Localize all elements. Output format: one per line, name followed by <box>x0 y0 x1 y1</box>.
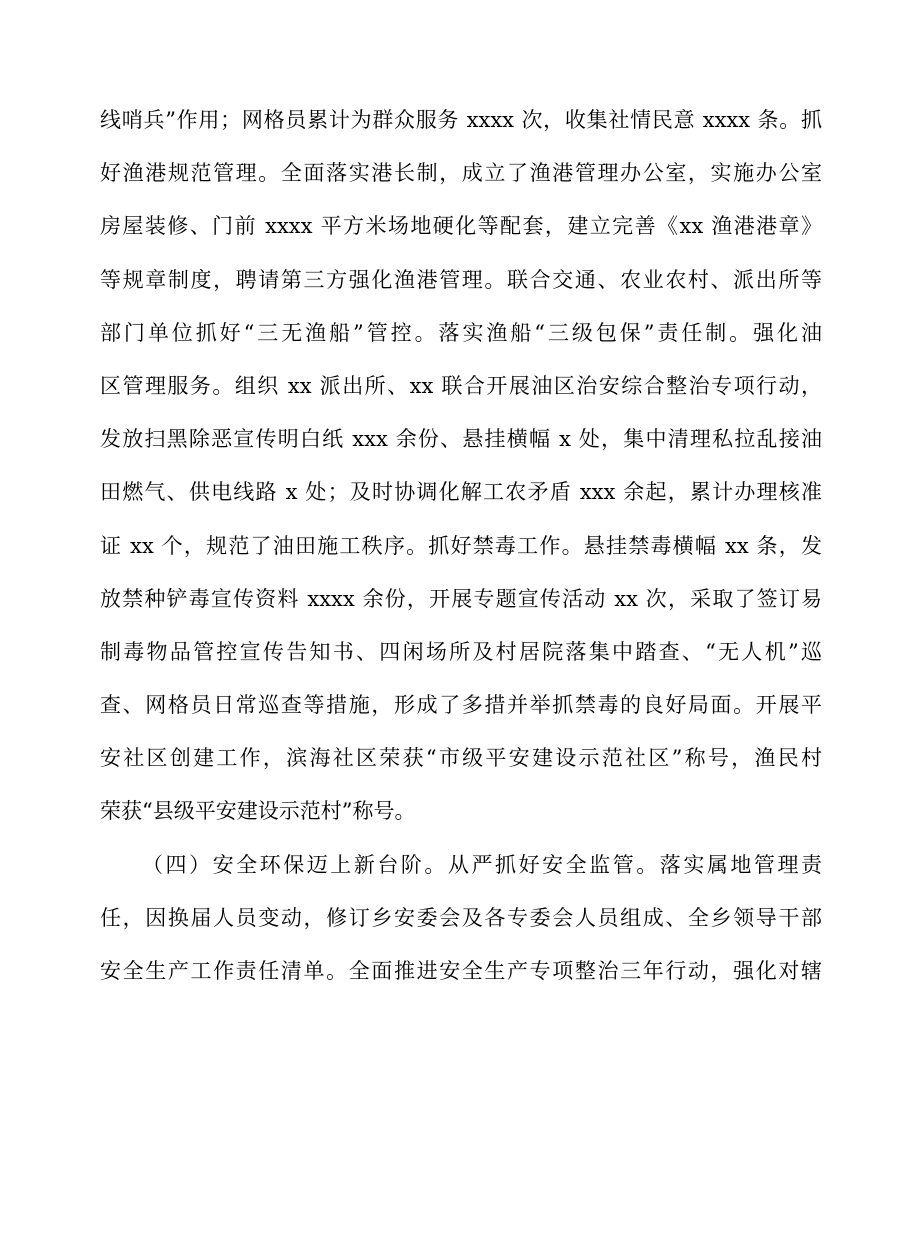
text-line: 安社区创建工作，滨海社区荣获“市级平安建设示范社区”称号，渔民村 <box>100 746 822 771</box>
document-page <box>100 94 822 998</box>
paragraph-public-security <box>100 94 822 839</box>
text-line: 房屋装修、门前 xxxx 平方米场地硬化等配套，建立完善《xx 渔港港章》 <box>100 214 822 239</box>
text-line: 等规章制度，聘请第三方强化渔港管理。联合交通、农业农村、派出所等 <box>100 267 822 292</box>
paragraph-safety-environment <box>100 839 822 999</box>
text-line: 区管理服务。组织 xx 派出所、xx 联合开展油区治安综合整治专项行动， <box>100 373 822 398</box>
text-line: 放禁种铲毒宣传资料 xxxx 余份，开展专题宣传活动 xx 次，采取了签订易 <box>100 586 822 611</box>
text-line: 好渔港规范管理。全面落实港长制，成立了渔港管理办公室，实施办公室 <box>100 161 822 186</box>
text-line: 安全生产工作责任清单。全面推进安全生产专项整治三年行动，强化对辖 <box>100 959 822 983</box>
text-line: 发放扫黑除恶宣传明白纸 xxx 余份、悬挂横幅 x 处，集中清理私拉乱接油 <box>100 427 822 452</box>
text-line: 部门单位抓好“三无渔船”管控。落实渔船“三级包保”责任制。强化油 <box>100 320 822 345</box>
text-line: 制毒物品管控宣传告知书、四闲场所及村居院落集中踏查、“无人机”巡 <box>100 639 822 664</box>
section-heading-line: （四）安全环保迈上新台阶。从严抓好安全监管。落实属地管理责 <box>142 852 822 877</box>
text-line: 线哨兵”作用；网格员累计为群众服务 xxxx 次，收集社情民意 xxxx 条。抓 <box>100 108 822 132</box>
text-line: 任，因换届人员变动，修订乡安委会及各专委会人员组成、全乡领导干部 <box>100 905 822 930</box>
text-line: 证 xx 个，规范了油田施工秩序。抓好禁毒工作。悬挂禁毒横幅 xx 条，发 <box>100 533 822 558</box>
text-line: 荣获“县级平安建设示范村”称号。 <box>100 799 416 824</box>
text-line: 田燃气、供电线路 x 处；及时协调化解工农矛盾 xxx 余起，累计办理核准 <box>100 480 822 505</box>
text-line: 查、网格员日常巡查等措施，形成了多措并举抓禁毒的良好局面。开展平 <box>100 693 822 718</box>
